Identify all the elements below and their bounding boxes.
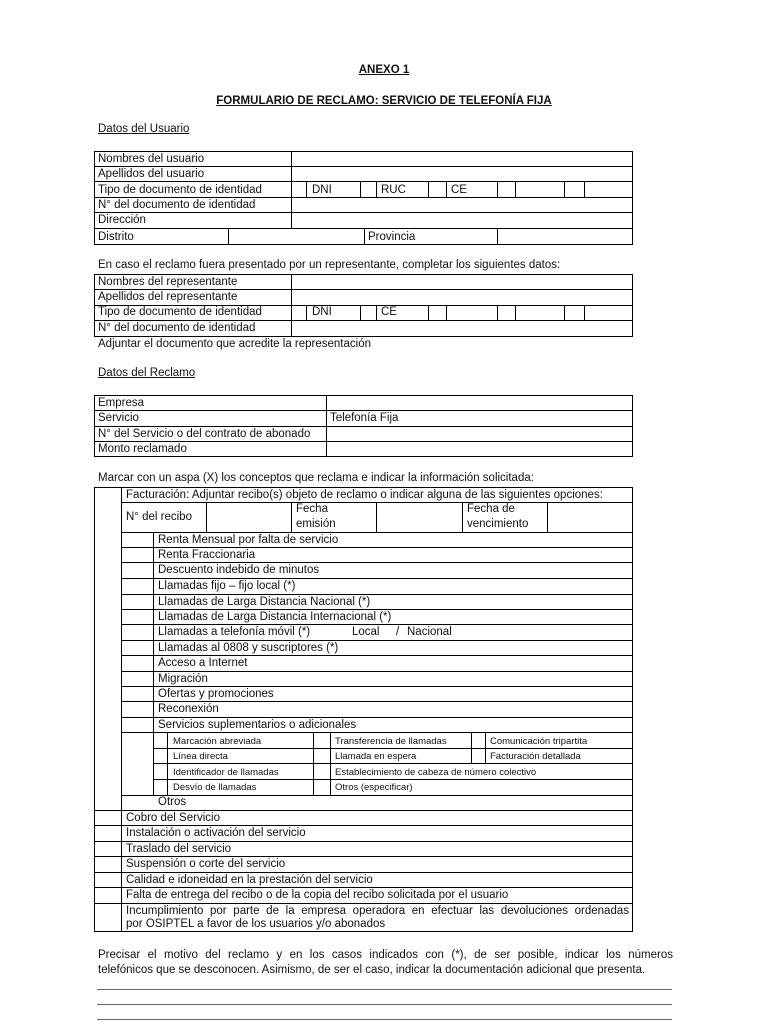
answer-line[interactable] bbox=[97, 1004, 672, 1005]
supplementary-option: Línea directa bbox=[173, 751, 228, 762]
supplementary-option: Transferencia de llamadas bbox=[335, 736, 447, 747]
user-names-label: Nombres del usuario bbox=[98, 153, 205, 165]
row-divider bbox=[94, 825, 633, 826]
user-doc-number-label: N° del documento de identidad bbox=[98, 199, 256, 211]
rep-doc-option-dni: DNI bbox=[312, 306, 332, 318]
item-label: Ofertas y promociones bbox=[158, 688, 274, 700]
column-divider bbox=[206, 502, 207, 532]
doc-option-ce: CE bbox=[451, 184, 467, 196]
supplementary-option: Otros (especificar) bbox=[335, 782, 413, 793]
rep-names-label: Nombres del representante bbox=[98, 276, 238, 288]
row-divider bbox=[121, 655, 633, 656]
supplementary-option: Comunicación tripartita bbox=[490, 736, 588, 747]
item-checkbox-divider bbox=[153, 532, 154, 795]
column-divider bbox=[228, 228, 229, 245]
row-divider bbox=[94, 410, 633, 411]
row-divider bbox=[121, 502, 633, 503]
column-divider bbox=[313, 732, 314, 795]
checkbox-divider bbox=[497, 305, 498, 320]
row-divider bbox=[121, 578, 633, 579]
checkbox-divider bbox=[376, 305, 377, 320]
service-value: Telefonía Fija bbox=[330, 412, 399, 424]
supplementary-option: Desvío de llamadas bbox=[173, 782, 257, 793]
supplementary-option: Facturación detallada bbox=[490, 751, 581, 762]
billing-label: Facturación: Adjuntar recibo(s) objeto de reclamo o indicar alguna de las siguientes opciones: bbox=[126, 489, 603, 501]
checkbox-divider bbox=[306, 305, 307, 320]
row-divider bbox=[94, 289, 633, 290]
row-divider bbox=[121, 532, 633, 533]
footer-line-2: telefónicos que se desconocen. Asimismo, de ser el caso, indicar la documentación adicional que presenta. bbox=[98, 964, 646, 976]
answer-line[interactable] bbox=[97, 989, 672, 990]
checkbox-divider bbox=[446, 305, 447, 320]
item-label: Llamadas a telefonía móvil (*) bbox=[158, 626, 311, 638]
checkbox-divider bbox=[446, 181, 447, 197]
representative-intro: En caso el reclamo fuera presentado por un representante, completar los siguientes datos: bbox=[98, 259, 561, 271]
checkbox-divider bbox=[360, 181, 361, 197]
rep-doc-number-label: N° del documento de identidad bbox=[98, 322, 256, 334]
main-item-label: Calidad e idoneidad en la prestación del servicio bbox=[126, 874, 373, 886]
item-label: Renta Mensual por falta de servicio bbox=[158, 534, 339, 546]
item-label: Llamadas de Larga Distancia Internacional (*) bbox=[158, 611, 392, 623]
row-divider bbox=[94, 197, 633, 198]
row-divider bbox=[121, 562, 633, 563]
item-label: Acceso a Internet bbox=[158, 657, 248, 669]
main-item-label: Cobro del Servicio bbox=[126, 812, 220, 824]
user-section-heading: Datos del Usuario bbox=[98, 123, 190, 135]
receipt-number-label: N° del recibo bbox=[126, 511, 192, 523]
item-label: Renta Fraccionaria bbox=[158, 549, 256, 561]
refund-item-line-2: por OSIPTEL a favor de los usuarios y/o abonados bbox=[126, 918, 386, 930]
item-label: Descuento indebido de minutos bbox=[158, 564, 320, 576]
supplementary-option: Llamada en espera bbox=[335, 751, 417, 762]
checkbox-divider bbox=[515, 305, 516, 320]
doc-option-dni: DNI bbox=[312, 184, 332, 196]
mobile-slash: / bbox=[396, 626, 400, 638]
main-item-label: Suspensión o corte del servicio bbox=[126, 858, 286, 870]
footer-line-1: Precisar el motivo del reclamo y en los casos indicados con (*), de ser posible, indicar los números bbox=[98, 949, 673, 961]
column-divider bbox=[497, 228, 498, 245]
column-divider bbox=[291, 502, 292, 532]
row-divider bbox=[121, 594, 633, 595]
row-divider bbox=[94, 426, 633, 427]
company-label: Empresa bbox=[98, 397, 145, 409]
row-divider bbox=[121, 795, 633, 796]
row-divider bbox=[94, 872, 633, 873]
others-label: Otros bbox=[158, 796, 187, 808]
row-divider bbox=[94, 887, 633, 888]
row-divider bbox=[94, 166, 633, 167]
checkbox-divider bbox=[428, 181, 429, 197]
mobile-national-label: Nacional bbox=[407, 626, 452, 638]
column-divider bbox=[485, 732, 486, 763]
service-label: Servicio bbox=[98, 412, 139, 424]
user-doc-type-label: Tipo de documento de identidad bbox=[98, 184, 262, 196]
column-divider bbox=[471, 732, 472, 763]
column-divider bbox=[330, 732, 331, 795]
column-divider bbox=[291, 151, 292, 228]
item-label: Llamadas de Larga Distancia Nacional (*) bbox=[158, 596, 371, 608]
mobile-local-label: Local bbox=[352, 626, 380, 638]
row-divider bbox=[94, 856, 633, 857]
concepts-intro: Marcar con un aspa (X) los conceptos que reclama e indicar la información solicitada: bbox=[98, 472, 534, 484]
form-title: FORMULARIO DE RECLAMO: SERVICIO DE TELEFONÍA FIJA bbox=[216, 95, 552, 107]
user-address-label: Dirección bbox=[98, 214, 146, 226]
column-divider bbox=[364, 228, 365, 245]
row-divider bbox=[94, 810, 633, 811]
row-divider bbox=[94, 212, 633, 213]
row-divider bbox=[153, 763, 633, 764]
amount-label: Monto reclamado bbox=[98, 443, 187, 455]
answer-line[interactable] bbox=[97, 1019, 672, 1020]
issue-date-label: Fecha bbox=[296, 503, 328, 515]
item-label: Servicios suplementarios o adicionales bbox=[158, 719, 357, 731]
checkbox-column-divider bbox=[121, 487, 122, 932]
rep-doc-type-label: Tipo de documento de identidad bbox=[98, 306, 262, 318]
row-divider bbox=[121, 671, 633, 672]
column-divider bbox=[291, 274, 292, 337]
checkbox-divider bbox=[497, 181, 498, 197]
row-divider bbox=[121, 701, 633, 702]
column-divider bbox=[167, 732, 168, 795]
row-divider bbox=[121, 717, 633, 718]
row-divider bbox=[121, 547, 633, 548]
doc-option-ruc: RUC bbox=[381, 184, 406, 196]
contract-label: N° del Servicio o del contrato de abonado bbox=[98, 428, 311, 440]
due-date-label: Fecha de bbox=[467, 503, 515, 515]
column-divider bbox=[376, 502, 377, 532]
item-label: Migración bbox=[158, 673, 208, 685]
checkbox-divider bbox=[564, 181, 565, 197]
supplementary-option: Establecimiento de cabeza de número colectivo bbox=[335, 767, 537, 778]
row-divider bbox=[94, 441, 633, 442]
main-item-label: Falta de entrega del recibo o de la copia del recibo solicitada por el usuario bbox=[126, 889, 509, 901]
checkbox-divider bbox=[584, 305, 585, 320]
annex-title: ANEXO 1 bbox=[358, 64, 410, 76]
row-divider bbox=[121, 624, 633, 625]
checkbox-divider bbox=[515, 181, 516, 197]
checkbox-divider bbox=[564, 305, 565, 320]
user-surnames-label: Apellidos del usuario bbox=[98, 168, 205, 180]
checkbox-divider bbox=[360, 305, 361, 320]
item-label: Reconexión bbox=[158, 703, 219, 715]
main-item-label: Traslado del servicio bbox=[126, 843, 232, 855]
column-divider bbox=[462, 502, 463, 532]
main-item-label: Instalación o activación del servicio bbox=[126, 827, 306, 839]
issue-date-label-2: emisión bbox=[296, 518, 336, 530]
rep-surnames-label: Apellidos del representante bbox=[98, 291, 238, 303]
row-divider bbox=[94, 181, 633, 182]
checkbox-divider bbox=[584, 181, 585, 197]
column-divider bbox=[547, 502, 548, 532]
row-divider bbox=[121, 732, 633, 733]
row-divider bbox=[94, 841, 633, 842]
row-divider bbox=[153, 779, 633, 780]
checkbox-divider bbox=[376, 181, 377, 197]
column-divider bbox=[326, 395, 327, 457]
row-divider bbox=[94, 320, 633, 321]
checkbox-divider bbox=[306, 181, 307, 197]
row-divider bbox=[121, 640, 633, 641]
user-province-label: Provincia bbox=[368, 231, 416, 243]
claim-section-heading: Datos del Reclamo bbox=[98, 367, 196, 379]
row-divider bbox=[121, 609, 633, 610]
representative-attach-note: Adjuntar el documento que acredite la representación bbox=[98, 338, 371, 350]
rep-doc-option-ce: CE bbox=[381, 306, 397, 318]
item-label: Llamadas fijo – fijo local (*) bbox=[158, 580, 296, 592]
due-date-label-2: vencimiento bbox=[467, 518, 529, 530]
checkbox-divider bbox=[428, 305, 429, 320]
refund-item-line-1: Incumplimiento por parte de la empresa operadora en efectuar las devoluciones ordenadas bbox=[126, 905, 629, 917]
supplementary-option: Identificador de llamadas bbox=[173, 767, 279, 778]
supplementary-option: Marcación abreviada bbox=[173, 736, 262, 747]
item-label: Llamadas al 0808 y suscriptores (*) bbox=[158, 642, 339, 654]
row-divider bbox=[153, 748, 633, 749]
user-district-label: Distrito bbox=[98, 231, 134, 243]
row-divider bbox=[121, 686, 633, 687]
